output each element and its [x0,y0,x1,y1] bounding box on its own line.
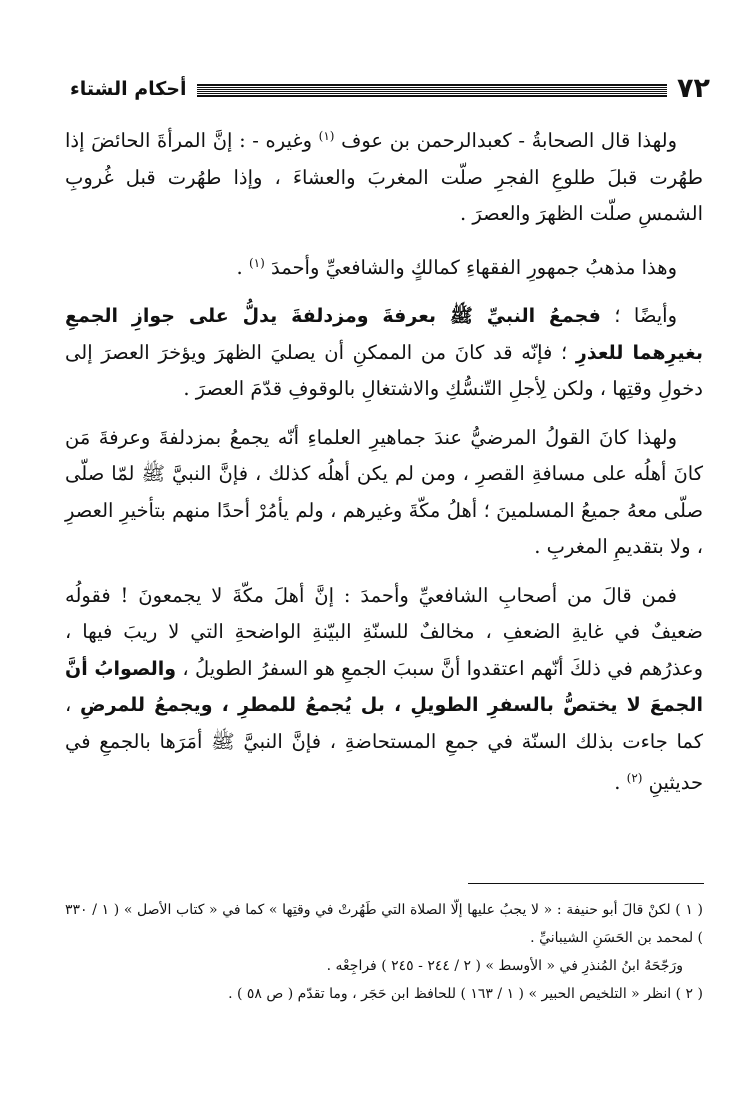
paragraph-text: ؛ فإنّه قد كانَ من الممكنِ أن يصليَ الظهرَ ويؤخرَ العصرَ إلى دخولِ وقتِها ، ولكن لِأجلِ التّنسُّكِ والاشتغالِ بالوقوفِ قدّمَ العصرَ . [65,340,703,400]
paragraph-3 [65,298,703,408]
footnote-ref: (١) [318,129,335,143]
paragraph-2 [65,245,703,287]
paragraph-text: ولهذا قال الصحابةُ - كعبدالرحمن بن عوف [334,129,678,152]
running-title: أحكام الشتاء [70,78,187,100]
footnote-2: ( ٢ ) انظر « التلخيص الحبير » ( ١ / ١٦٣ ) للحافظ ابن حَجَر ، وما تقدّم ( ص ٥٨ ) . [228,986,703,1002]
page-header [70,74,710,104]
header-rule [197,84,668,97]
paragraph-text: وغيره - : إنَّ المرأةَ الحائضَ إذا طهُرت قبلَ طلوعِ الفجرِ صلّت المغربَ والعشاءَ ، وإذا طهُرت قبل غُروبِ الشمسِ صلّت الظهرَ والعصرَ . [65,129,703,225]
footnote-separator [468,883,704,884]
footnote-1-continued: ورَجّحَهُ ابنُ المُنذرِ في « الأوسط » ( ٢ / ٢٤٤ - ٢٤٥ ) فراجِعْه . [326,958,683,974]
paragraph-text: ولهذا كانَ القولُ المرضيُّ عندَ جماهيرِ العلماءِ أنّه يجمعُ بمزدلفةَ وعرفةَ مَن كانَ أهلُه على مسافةِ القصرِ ، ومن لم يكن أهلُه كذلك ، فإنَّ النبيَّ ﷺ لمّا صلّى صلّى معهُ جميعُ المسلمينَ ؛ أهلُ مكّةَ وغيرهم ، ولم يأمُرْ أحدًا منهم بتأخيرِ العصرِ ، ولا بتقديمِ المغربِ . [65,425,703,558]
footnote-ref: (٢) [626,771,643,785]
paragraph-1 [65,118,703,233]
bold-emphasis: فجمعُ النبيِّ ﷺ بعرفةَ ومزدلفةَ يدلُّ على جوازِ الجمعِ بغيرِهما للعذرِ [65,305,703,364]
paragraph-text: ، كما جاءت بذلك السنّة في جمعِ المستحاضةِ ، فإنَّ النبيَّ ﷺ أمَرَها بالجمعِ في حديثينِ [65,693,703,794]
page-number: ٧٢ [677,73,710,104]
paragraph-4 [65,420,703,566]
paragraph-text: وأيضًا ؛ [600,304,677,327]
footnote-1: ( ١ ) لكنْ قالَ أبو حنيفة : « لا يجبُ عليها إلّا الصلاة التي طَهُرتْ في وقتِها » كما في « كتاب الأصل » ( ١ / ٣٣٠ ) لمحمد بن الحَسَنِ الشيبانيِّ . [65,902,703,946]
paragraph-text: فمن قالَ من أصحابِ الشافعيِّ وأحمدَ : إنَّ أهلَ مكّةَ لا يجمعونَ ! فقولُه ضعيفٌ في غايةِ الضعفِ ، مخالفٌ للسنّةِ البيّنةِ الواضحةِ التي لا ريبَ فيها ، وعذرُهم في ذلكَ أنّهم اعتقدوا أنَّ سببَ الجمعِ هو السفرُ الطويلُ ، [65,583,703,680]
footnote-ref: (١) [248,255,265,270]
paragraph-5 [65,578,703,802]
paragraph-text: وهذا مذهبُ جمهورِ الفقهاءِ كمالكٍ والشافعيِّ وأحمدَ [264,255,677,279]
bold-emphasis: والصوابُ أنَّ الجمعَ لا يختصُّ بالسفرِ الطويلِ ، بل يُجمعُ للمطرِ ، ويجمعُ للمرضِ [65,657,703,716]
paragraph-text: . [236,255,249,279]
paragraph-text: . [614,771,627,794]
main-text [65,118,703,814]
footnotes [65,896,703,1008]
